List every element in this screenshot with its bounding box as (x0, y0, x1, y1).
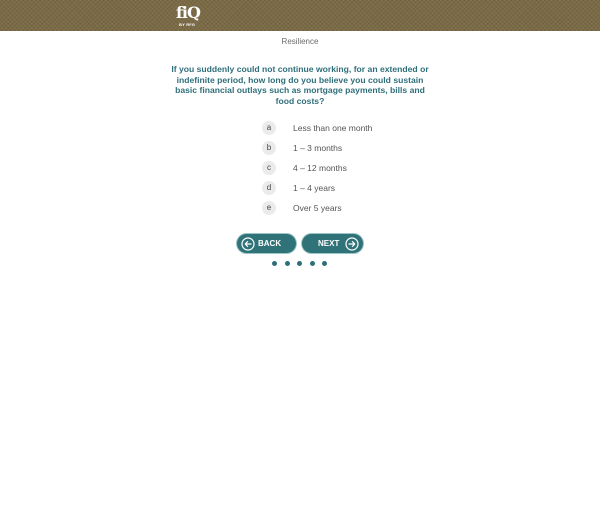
answer-key: c (262, 161, 276, 175)
question-text: If you suddenly could not continue working, for an extended or indefinite period, how long do you believe you could sustain basic financial outlays such as mortgage payments, bills and food costs? (171, 64, 429, 106)
progress-dot (297, 261, 302, 266)
answer-option-c[interactable] (262, 161, 422, 181)
answer-option-e[interactable] (262, 201, 422, 221)
progress-dot (272, 261, 277, 266)
answer-key: b (262, 141, 276, 155)
back-button-label: BACK (258, 239, 282, 248)
section-label: Resilience (281, 37, 319, 46)
arrow-right-circle-icon (345, 237, 359, 251)
answer-key: d (262, 181, 276, 195)
header-bar (0, 0, 600, 31)
next-button[interactable] (302, 234, 363, 253)
answer-option-d[interactable] (262, 181, 422, 201)
answer-label: 1 – 3 months (293, 143, 343, 153)
answer-label: 1 – 4 years (293, 183, 336, 193)
logo-mark: fiQ (176, 3, 200, 22)
answer-option-b[interactable] (262, 141, 422, 161)
answer-option-a[interactable] (262, 121, 422, 141)
back-button[interactable] (237, 234, 296, 253)
answer-key: e (262, 201, 276, 215)
next-button-label: NEXT (318, 239, 340, 248)
answer-label: Over 5 years (293, 203, 342, 213)
progress-dot (285, 261, 290, 266)
answer-label: 4 – 12 months (293, 163, 347, 173)
progress-dots (272, 261, 332, 267)
answer-key: a (262, 121, 276, 135)
progress-dot (322, 261, 327, 266)
answer-label: Less than one month (293, 123, 373, 133)
arrow-left-circle-icon (241, 237, 255, 251)
answer-list (262, 121, 422, 221)
fiq-logo[interactable] (176, 4, 198, 28)
logo-subtitle: BY RFG (179, 22, 196, 27)
progress-dot (310, 261, 315, 266)
